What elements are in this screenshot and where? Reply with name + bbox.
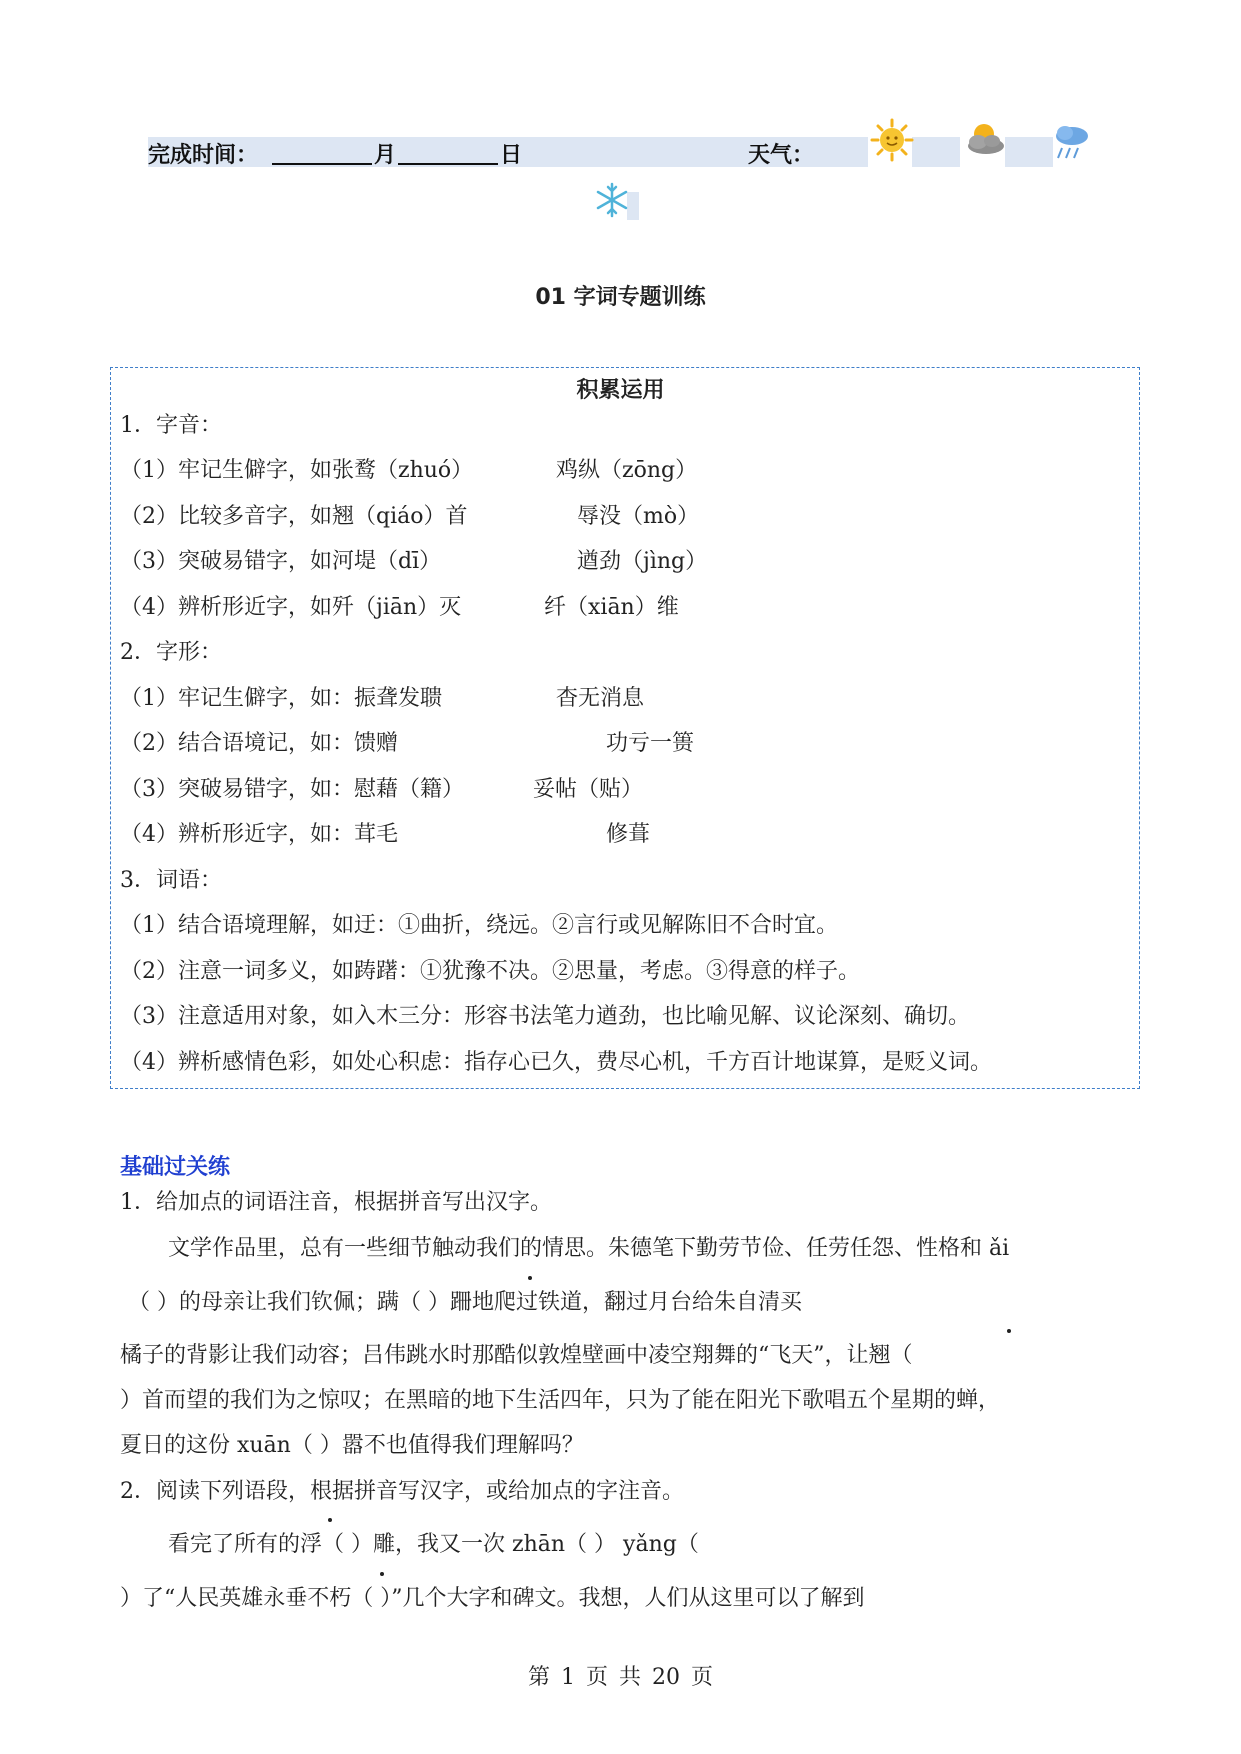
box-line: （2）结合语境记，如：馈赠	[120, 731, 398, 756]
box-line: 2．字形：	[120, 640, 222, 665]
question-2-line: ）了“人民英雄永垂不朽（ ）”几个大字和碑文。我想，人们从这里可以了解到	[120, 1586, 865, 1611]
page-title: 01 字词专题训练	[535, 285, 706, 310]
page-number: 第 1 页 共 20 页	[528, 1665, 713, 1690]
month-label: 月	[374, 143, 397, 168]
box-line-col2: 辱没（mò）	[577, 504, 700, 529]
weather-label: 天气：	[748, 143, 815, 168]
box-title: 积累运用	[576, 378, 665, 403]
box-line: （4）辨析形近字，如：茸毛	[120, 822, 398, 847]
emphasis-dot	[328, 1518, 332, 1522]
emphasis-dot	[380, 1572, 384, 1576]
weather-box-3	[1005, 137, 1053, 167]
weather-box-1	[818, 137, 868, 167]
box-line: （3）突破易错字，如：慰藉（籍）	[120, 777, 464, 802]
day-label: 日	[500, 143, 523, 168]
box-line: （1）结合语境理解，如迂：①曲折，绕远。②言行或见解陈旧不合时宜。	[120, 913, 838, 938]
box-line-col2: 杳无消息	[556, 686, 645, 711]
box-line-col2: 修葺	[606, 822, 651, 847]
box-line: （3）注意适用对象，如入木三分：形容书法笔力遒劲，也比喻见解、议论深刻、确切。	[120, 1004, 970, 1029]
day-blank	[398, 163, 498, 165]
box-line-col2: 纤（xiān）维	[544, 595, 679, 620]
rain-icon	[1052, 122, 1090, 162]
box-line: （2）注意一词多义，如踌躇：①犹豫不决。②思量，考虑。③得意的样子。	[120, 959, 860, 984]
emphasis-dot	[1007, 1329, 1011, 1333]
snow-icon	[594, 182, 630, 218]
box-line: （3）突破易错字，如河堤（dī）	[120, 549, 442, 574]
question-1-prompt: 1．给加点的词语注音，根据拼音写出汉字。	[120, 1190, 552, 1215]
box-line: 1．字音：	[120, 413, 222, 438]
box-line: 3．词语：	[120, 868, 222, 893]
question-1-line: ）首而望的我们为之惊叹；在黑暗的地下生活四年，只为了能在阳光下歌唱五个星期的蝉，	[120, 1388, 1001, 1413]
completion-time-label: 完成时间：	[148, 143, 259, 168]
box-line-col2: 功亏一篑	[606, 731, 695, 756]
question-1-line: （ ）的母亲让我们钦佩；蹒（ ）跚地爬过铁道，翻过月台给朱自清买	[128, 1290, 802, 1315]
box-line-col2: 遒劲（jìng）	[577, 549, 708, 574]
partly-cloudy-icon	[962, 120, 1008, 158]
box-line: （1）牢记生僻字，如张鹜（zhuó）	[120, 458, 474, 483]
box-line: （2）比较多音字，如翘（qiáo）首	[120, 504, 468, 529]
box-line: （1）牢记生僻字，如：振聋发聩	[120, 686, 442, 711]
sun-icon	[870, 118, 914, 162]
question-1-line: 文学作品里，总有一些细节触动我们的情思。朱德笔下勤劳节俭、任劳任怨、性格和 ǎi	[168, 1236, 1010, 1261]
month-blank	[272, 163, 372, 165]
question-1-line: 橘子的背影让我们动容；吕伟跳水时那酷似敦煌壁画中凌空翔舞的“飞天”，让翘（	[120, 1343, 913, 1368]
weather-box-2	[912, 137, 960, 167]
box-line-col2: 鸡纵（zōng）	[556, 458, 698, 483]
question-2-line: 看完了所有的浮（ ）雕，我又一次 zhān（ ） yǎng（	[168, 1532, 699, 1557]
box-line: （4）辨析感情色彩，如处心积虑：指存心已久，费尽心机，千方百计地谋算，是贬义词。	[120, 1050, 993, 1075]
emphasis-dot	[528, 1276, 532, 1280]
box-line-col2: 妥帖（贴）	[533, 777, 644, 802]
question-2-prompt: 2．阅读下列语段，根据拼音写汉字，或给加点的字注音。	[120, 1479, 684, 1504]
section-title: 基础过关练	[120, 1155, 231, 1180]
question-1-line: 夏日的这份 xuān（ ）嚣不也值得我们理解吗？	[120, 1433, 584, 1458]
box-line: （4）辨析形近字，如歼（jiān）灭	[120, 595, 462, 620]
